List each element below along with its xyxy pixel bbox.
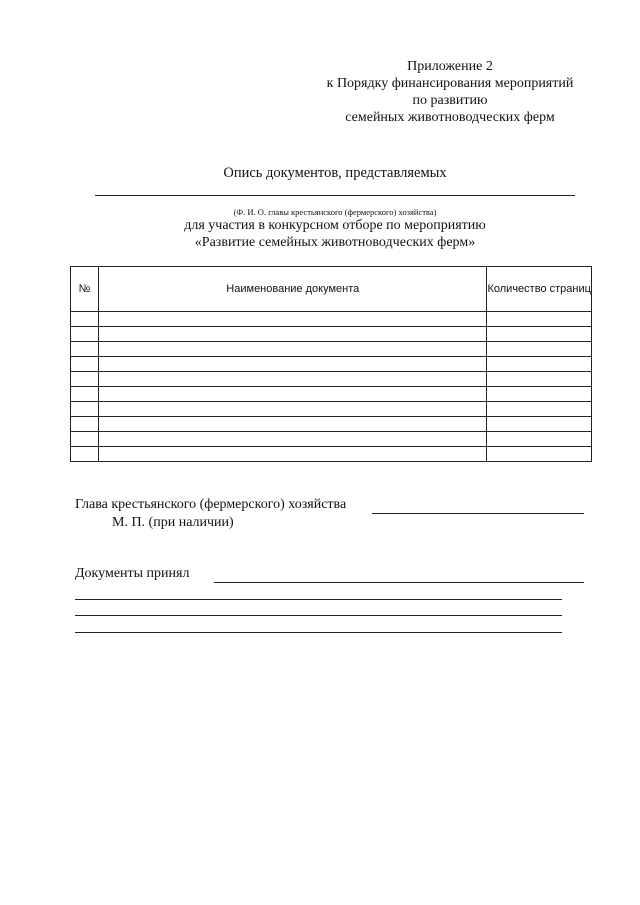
accepted-label: Документы принял xyxy=(75,566,190,581)
table-row xyxy=(71,327,592,342)
cell-number[interactable] xyxy=(71,387,99,402)
cell-document-name[interactable] xyxy=(99,357,487,372)
cell-page-count[interactable] xyxy=(487,387,592,402)
cell-document-name[interactable] xyxy=(99,447,487,462)
cell-document-name[interactable] xyxy=(99,342,487,357)
table-row xyxy=(71,372,592,387)
accepted-extra-line xyxy=(75,632,562,633)
cell-number[interactable] xyxy=(71,447,99,462)
cell-document-name[interactable] xyxy=(99,372,487,387)
cell-number[interactable] xyxy=(71,372,99,387)
cell-page-count[interactable] xyxy=(487,372,592,387)
purpose-line: «Развитие семейных животноводческих ферм» xyxy=(194,235,476,250)
table-row xyxy=(71,402,592,417)
fio-caption: (Ф. И. О. главы крестьянского (фермерского) хозяйства) xyxy=(233,207,437,217)
documents-table xyxy=(70,266,592,462)
table-header-row xyxy=(71,267,592,312)
header-page-count: Количество страниц xyxy=(487,267,592,312)
appendix-line: семейных животноводческих ферм xyxy=(345,110,555,125)
head-signature-line xyxy=(372,513,584,514)
cell-document-name[interactable] xyxy=(99,417,487,432)
appendix-line: Приложение 2 xyxy=(407,59,493,74)
cell-page-count[interactable] xyxy=(487,447,592,462)
cell-number[interactable] xyxy=(71,402,99,417)
cell-number[interactable] xyxy=(71,327,99,342)
table-row xyxy=(71,342,592,357)
cell-page-count[interactable] xyxy=(487,327,592,342)
table-row xyxy=(71,447,592,462)
head-signature-label: Глава крестьянского (фермерского) хозяйства xyxy=(75,497,347,512)
cell-page-count[interactable] xyxy=(487,312,592,327)
cell-document-name[interactable] xyxy=(99,312,487,327)
document-title: Опись документов, представляемых xyxy=(223,165,447,181)
cell-number[interactable] xyxy=(71,417,99,432)
fio-fill-line xyxy=(95,195,575,196)
seal-note: М. П. (при наличии) xyxy=(112,515,234,530)
cell-page-count[interactable] xyxy=(487,417,592,432)
cell-page-count[interactable] xyxy=(487,402,592,417)
accepted-extra-line xyxy=(75,599,562,600)
cell-document-name[interactable] xyxy=(99,327,487,342)
table-row xyxy=(71,417,592,432)
cell-page-count[interactable] xyxy=(487,432,592,447)
table-row xyxy=(71,312,592,327)
cell-document-name[interactable] xyxy=(99,387,487,402)
table-row xyxy=(71,432,592,447)
cell-number[interactable] xyxy=(71,432,99,447)
purpose-line: для участия в конкурсном отборе по мероприятию xyxy=(184,218,486,233)
header-document-name: Наименование документа xyxy=(99,267,487,312)
appendix-block xyxy=(300,58,600,126)
cell-document-name[interactable] xyxy=(99,432,487,447)
cell-number[interactable] xyxy=(71,342,99,357)
table-body xyxy=(71,312,592,462)
accepted-signature-line xyxy=(214,582,584,583)
cell-page-count[interactable] xyxy=(487,357,592,372)
header-number: № xyxy=(71,267,99,312)
accepted-extra-line xyxy=(75,615,562,616)
table-row xyxy=(71,387,592,402)
cell-number[interactable] xyxy=(71,312,99,327)
cell-document-name[interactable] xyxy=(99,402,487,417)
table-row xyxy=(71,357,592,372)
appendix-line: по развитию xyxy=(412,93,488,108)
cell-number[interactable] xyxy=(71,357,99,372)
appendix-line: к Порядку финансирования мероприятий xyxy=(326,76,574,91)
purpose-block xyxy=(95,217,575,251)
cell-page-count[interactable] xyxy=(487,342,592,357)
